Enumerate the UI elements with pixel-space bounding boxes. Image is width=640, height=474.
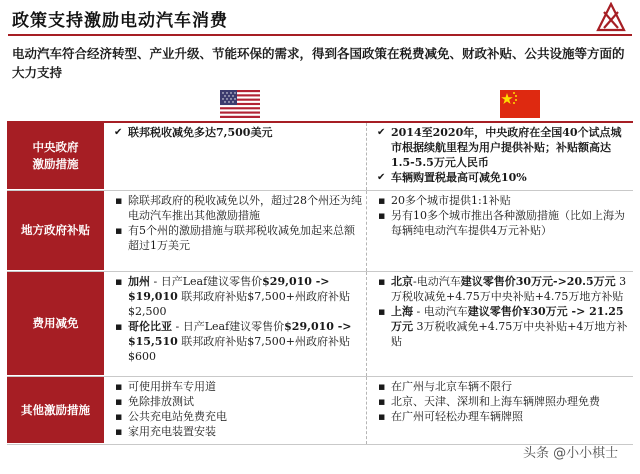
china-cell xyxy=(367,191,633,271)
list-item: ✔ 2014至2020年，中央政府在全国40个试点城市根据续航里程为用户提供补贴；补贴额高达1.5-5.5万元人民币 xyxy=(377,125,629,170)
row-category: 费用减免 xyxy=(7,272,104,376)
us-cell xyxy=(104,191,367,271)
us-cell xyxy=(104,272,367,376)
list-item: ▪ 在广州可轻松办理车辆牌照 xyxy=(377,409,629,424)
us-flag-icon xyxy=(220,90,260,118)
table-row xyxy=(7,121,633,191)
source-watermark: 头条 @小小棋士 xyxy=(523,446,619,461)
list-item: ▪ 在广州与北京车辆不限行 xyxy=(377,379,629,394)
list-item: ▪ 有5个州的激励措施与联邦税收减免加起来总额超过1万美元 xyxy=(114,223,362,253)
page-title: 政策支持激励电动汽车消费 xyxy=(12,11,228,31)
list-item: ▪ 加州 - 日产Leaf建议零售价$29,010 -> $19,010 联邦政府补贴$7,500+州政府补贴$2,500 xyxy=(114,274,362,319)
list-item: ▪ 20多个城市提供1:1补贴 xyxy=(377,193,629,208)
row-category: 地方政府补贴 xyxy=(7,191,104,271)
list-item: ▪ 除联邦政府的税收减免以外，超过28个州还为纯电动汽车推出其他激励措施 xyxy=(114,193,362,223)
list-item: ▪ 上海 - 电动汽车建议零售价¥30万元 -> 21.25万元 3万税收减免+4.75万中央补贴+4万地方补贴 xyxy=(377,304,629,349)
policy-comparison-table xyxy=(7,121,633,445)
row-category: 中央政府 激励措施 xyxy=(7,123,104,190)
list-item: ▪ 哥伦比亚 - 日产Leaf建议零售价$29,010 -> $15,510 联邦政府补贴$7,500+州政府补贴$600 xyxy=(114,319,362,364)
china-cell xyxy=(367,272,633,376)
list-item: ▪ 北京-电动汽车建议零售价30万元->20.5万元 3万税收减免+4.75万中央补贴+4.75万地方补贴 xyxy=(377,274,629,304)
intro-text: 电动汽车符合经济转型、产业升级、节能环保的需求，得到各国政策在税费减免、财政补贴、公共设施等方面的大力支持 xyxy=(12,46,625,80)
china-flag-icon xyxy=(500,90,540,118)
list-item: ▪ 北京、天津、深圳和上海车辆牌照办理免费 xyxy=(377,394,629,409)
list-item: ▪ 可使用拼车专用道 xyxy=(114,379,362,394)
list-item: ▪ 公共充电站免费充电 xyxy=(114,409,362,424)
list-item: ▪ 免除排放测试 xyxy=(114,394,362,409)
title-divider xyxy=(8,34,632,36)
list-item: ▪ 另有10多个城市推出各种激励措施（比如上海为每辆纯电动汽车提供4万元补贴） xyxy=(377,208,629,238)
brand-logo-icon xyxy=(596,2,626,32)
list-item: ✔ 车辆购置税最高可减免10% xyxy=(377,170,629,185)
list-item: ▪ 家用充电装置安装 xyxy=(114,424,362,439)
table-row xyxy=(7,272,633,377)
us-cell xyxy=(104,123,367,190)
row-category: 其他激励措施 xyxy=(7,377,104,444)
list-item: ✔ 联邦税收减免多达7,500美元 xyxy=(114,125,362,140)
us-cell xyxy=(104,377,367,444)
table-row xyxy=(7,377,633,445)
china-cell xyxy=(367,123,633,190)
china-cell xyxy=(367,377,633,444)
table-row xyxy=(7,191,633,272)
